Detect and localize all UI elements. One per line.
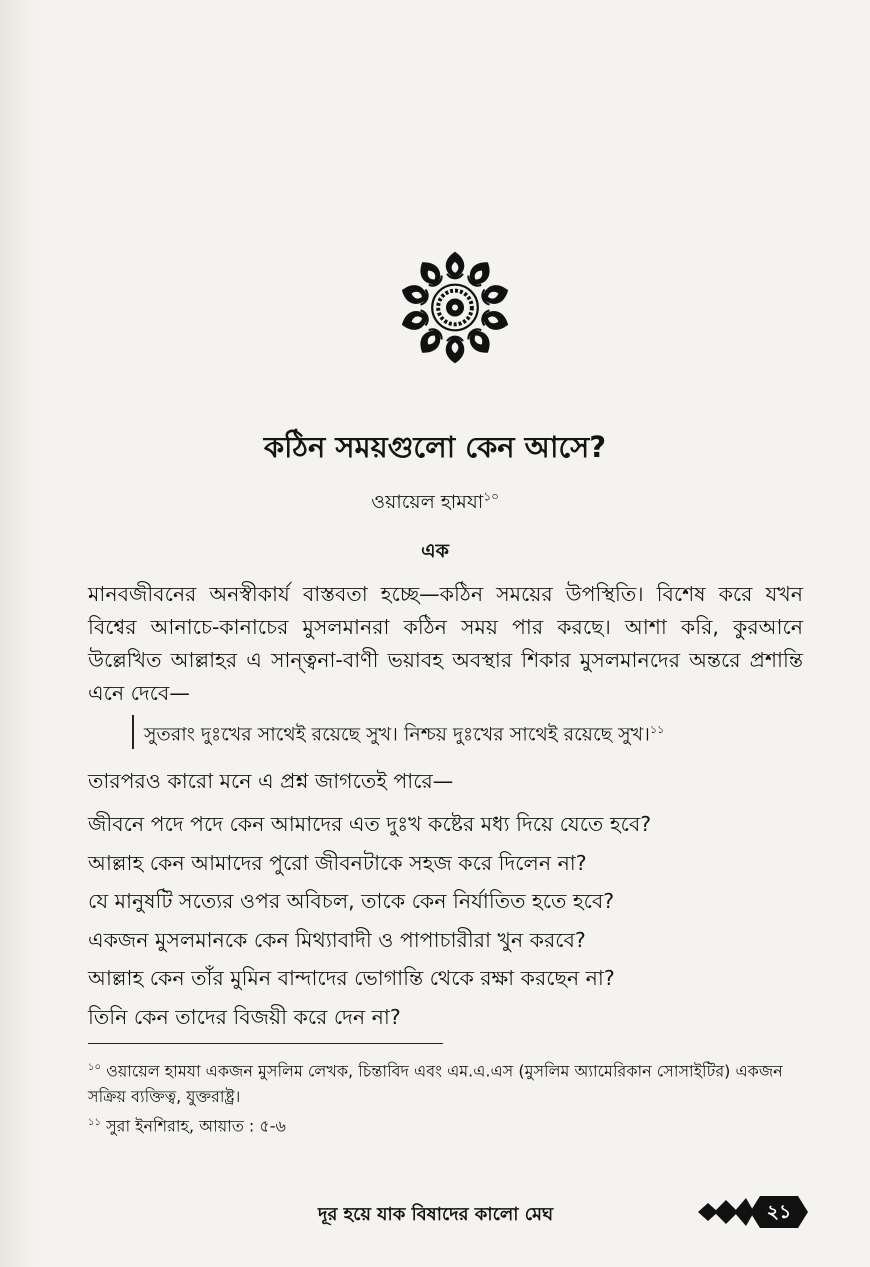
footnote-11-text: সুরা ইনশিরাহ, আয়াত : ৫-৬ xyxy=(106,1116,286,1136)
page-number: ২১ xyxy=(766,1201,792,1223)
chapter-title: কঠিন সময়গুলো কেন আসে? xyxy=(263,430,607,464)
footnote-divider xyxy=(88,1043,443,1044)
author-name: ওয়ায়েল হামযা xyxy=(371,491,484,513)
quote-text: সুতরাং দুঃখের সাথেই রয়েছে সুখ। নিশ্চয় দুঃখের সাথেই রয়েছে সুখ। xyxy=(144,723,650,746)
question-item: যে মানুষটি সত্যের ওপর অবিচল, তাকে কেন নির্যাতিত হতে হবে? xyxy=(88,889,615,913)
footnote-11-marker: ১১ xyxy=(88,1117,101,1129)
footnote-ref-11: ১১ xyxy=(649,723,665,736)
floral-ornament-icon xyxy=(395,250,515,365)
page-edge-shadow xyxy=(0,0,36,1267)
running-footer-title: দূর হয়ে যাক বিষাদের কালো মেঘ xyxy=(318,1204,554,1225)
question-list xyxy=(88,805,803,1036)
footnote-10-marker: ১০ xyxy=(88,1062,101,1073)
question-item: জীবনে পদে পদে কেন আমাদের এত দুঃখ কষ্টের মধ্য দিয়ে যেতে হবে? xyxy=(88,812,652,836)
quran-quote xyxy=(132,715,804,749)
footnote-10-text: ওয়ায়েল হামযা একজন মুসলিম লেখক, চিন্তাবিদ এবং এম.এ.এস (মুসলিম অ্যামেরিকান সোসাইটির) একজন সক্রিয় ব্যক্তিত্ব, যুক্তরাষ্ট্র। xyxy=(88,1061,783,1107)
lead-in-line: তারপরও কারো মনে এ প্রশ্ন জাগতেই পারে— xyxy=(88,769,454,793)
question-item: আল্লাহ কেন তাঁর মুমিন বান্দাদের ভোগান্তি থেকে রক্ষা করছেন না? xyxy=(88,966,615,990)
footnote-11 xyxy=(88,1110,808,1139)
author-line xyxy=(0,488,870,520)
footnote-ref-10: ১০ xyxy=(483,489,499,504)
question-item: একজন মুসলমানকে কেন মিথ্যাবাদী ও পাপাচারীরা খুন করবে? xyxy=(88,927,586,952)
footnotes xyxy=(88,1055,808,1140)
footnote-10 xyxy=(88,1055,808,1110)
question-item: আল্লাহ কেন আমাদের পুরো জীবনটাকে সহজ করে দিলেন না? xyxy=(88,850,587,875)
section-heading: এক xyxy=(421,540,449,562)
intro-paragraph: মানবজীবনের অনস্বীকার্য বাস্তবতা হচ্ছে—কঠিন সময়ের উপস্থিতি। বিশেষ করে যখন বিশ্বের আনাচে-কানাচের মুসলমানরা কঠিন সময় পার করছে। আশা করি, কুরআনে উল্লেখিত আল্লাহর এ সান্ত্বনা-বাণী ভয়াবহ অবস্থার শিকার মুসলমানদের অন্তরে প্রশান্তি এনে দেবে— xyxy=(88,582,803,705)
question-item: তিনি কেন তাদের বিজয়ী করে দেন না? xyxy=(88,1004,401,1029)
